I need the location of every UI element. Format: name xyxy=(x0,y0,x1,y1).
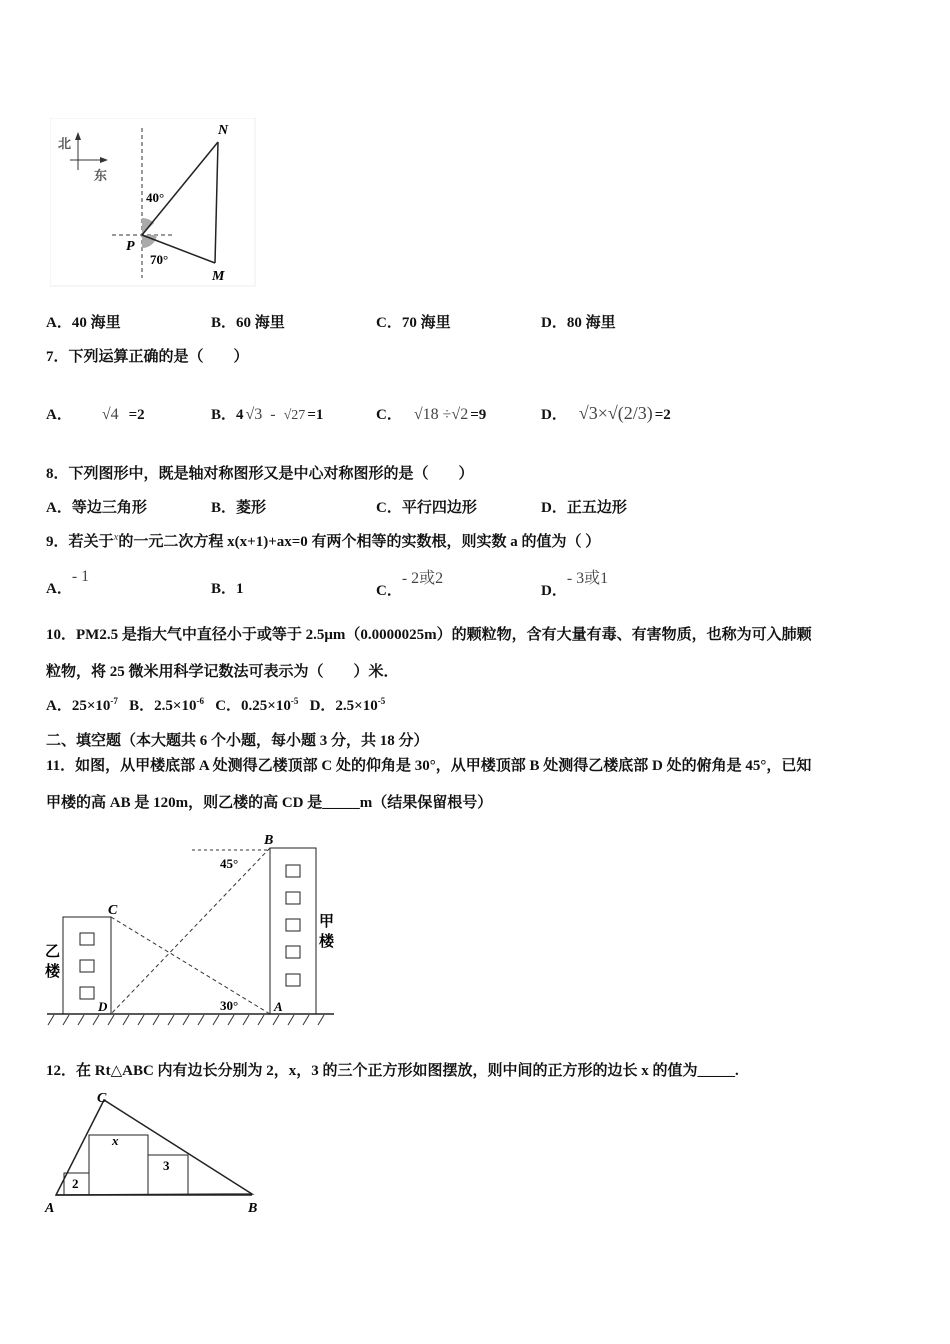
q8-option-d[interactable]: D．正五边形 xyxy=(541,500,627,516)
q8-option-b[interactable]: B．菱形 xyxy=(211,500,267,516)
q10-line2: 粒物，将 25 微米用科学记数法可表示为（ ）米． xyxy=(46,664,399,680)
option-label: C． xyxy=(376,407,402,423)
svg-text:N: N xyxy=(218,123,229,138)
svg-text:B: B xyxy=(248,1201,258,1216)
q8-option-c[interactable]: C．平行四边形 xyxy=(376,500,477,516)
q12-stem: 12．在 Rt△ABC 内有边长分别为 2，x，3 的三个正方形如图摆放，则中间的正方形的边长 x 的值为_____. xyxy=(46,1063,739,1079)
q10-options xyxy=(46,694,385,715)
q9-option-c[interactable]: C．- 2或2 xyxy=(376,570,444,599)
svg-text:北: 北 xyxy=(58,136,72,151)
svg-text:3: 3 xyxy=(163,1158,170,1173)
math-result: =2 xyxy=(654,407,671,423)
buildings-figure xyxy=(42,830,342,1035)
svg-text:30°: 30° xyxy=(220,998,239,1013)
q10-line1: 10．PM2.5 是指大气中直径小于或等于 2.5μm（0.0000025m）的颗粒物，含有大量有毒、有害物质，也称为可入肺颗 xyxy=(46,627,812,643)
q8-option-a[interactable]: A．等边三角形 xyxy=(46,500,147,516)
q7-stem: 7．下列运算正确的是（ ） xyxy=(46,349,249,365)
q7-option-b[interactable] xyxy=(211,403,323,424)
math-result: =2 xyxy=(128,407,145,423)
svg-text:乙: 乙 xyxy=(45,944,61,960)
q10-option-a[interactable]: A．$25\times 10^{-7}$ xyxy=(46,696,118,714)
math-expr: √18 ÷√2 xyxy=(413,406,469,423)
svg-text:A: A xyxy=(274,999,283,1014)
q10-option-c[interactable]: C．$0.25\times 10^{-5}$ xyxy=(215,696,299,714)
q6-option-a[interactable]: A．40 海里 xyxy=(46,315,121,331)
svg-text:A: A xyxy=(45,1201,55,1216)
svg-text:P: P xyxy=(126,239,135,254)
q9-stem: 9．若关于$^x$的一元二次方程 x(x+1)+ax=0 有两个相等的实数根，则实数 a 的值为（ ） xyxy=(46,531,601,550)
option-label: B．4 xyxy=(211,407,244,423)
math-expr: √3×√(2/3) xyxy=(578,403,653,423)
svg-text:楼: 楼 xyxy=(319,934,335,950)
svg-text:D: D xyxy=(98,999,108,1014)
q10-option-d[interactable]: D．$2.5\times 10^{-5}$ xyxy=(309,696,386,714)
math-minus: - xyxy=(270,406,276,423)
q6-option-d[interactable]: D．80 海里 xyxy=(541,315,616,331)
svg-text:M: M xyxy=(212,269,225,284)
triangle-squares-figure xyxy=(42,1088,267,1218)
q9-option-d[interactable]: D．- 3或1 xyxy=(541,570,609,599)
svg-text:C: C xyxy=(97,1091,107,1106)
svg-text:70°: 70° xyxy=(150,252,169,267)
q7-option-a[interactable] xyxy=(46,403,145,424)
q6-option-b[interactable]: B．60 海里 xyxy=(211,315,285,331)
q10-option-b[interactable]: B．$2.5\times 10^{-6}$ xyxy=(129,696,204,714)
q11-line2: 甲楼的高 AB 是 120m，则乙楼的高 CD 是_____m（结果保留根号） xyxy=(46,795,493,811)
q9-option-a[interactable]: A．- 1 xyxy=(46,568,90,597)
svg-text:楼: 楼 xyxy=(45,964,61,980)
svg-text:东: 东 xyxy=(94,168,108,183)
math-expr: √4 xyxy=(101,406,119,423)
option-label: D． xyxy=(541,407,567,423)
q8-stem: 8．下列图形中，既是轴对称图形又是中心对称图形的是（ ） xyxy=(46,466,474,482)
compass-bearing-figure xyxy=(50,118,260,288)
svg-text:B: B xyxy=(264,833,274,848)
svg-text:40°: 40° xyxy=(146,190,165,205)
q11-line1: 11．如图，从甲楼底部 A 处测得乙楼顶部 C 处的仰角是 30°，从甲楼顶部 B 处测得乙楼底部 D 处的俯角是 45°，已知 xyxy=(46,758,812,774)
svg-text:45°: 45° xyxy=(220,856,239,871)
math-expr: √3 xyxy=(245,406,263,423)
math-result: =9 xyxy=(470,407,487,423)
math-expr: √27 xyxy=(283,408,306,423)
q7-option-c[interactable] xyxy=(376,403,486,424)
svg-text:C: C xyxy=(108,903,118,918)
q6-option-c[interactable]: C．70 海里 xyxy=(376,315,451,331)
section-title: 二、填空题（本大题共 6 个小题，每小题 3 分，共 18 分） xyxy=(46,733,429,749)
svg-text:2: 2 xyxy=(72,1176,79,1191)
math-result: =1 xyxy=(307,407,324,423)
svg-text:x: x xyxy=(112,1133,119,1148)
option-label: A． xyxy=(46,407,72,423)
q9-option-b[interactable]: B．1 xyxy=(211,581,244,597)
q7-option-d[interactable] xyxy=(541,403,671,424)
svg-text:甲: 甲 xyxy=(319,914,335,930)
